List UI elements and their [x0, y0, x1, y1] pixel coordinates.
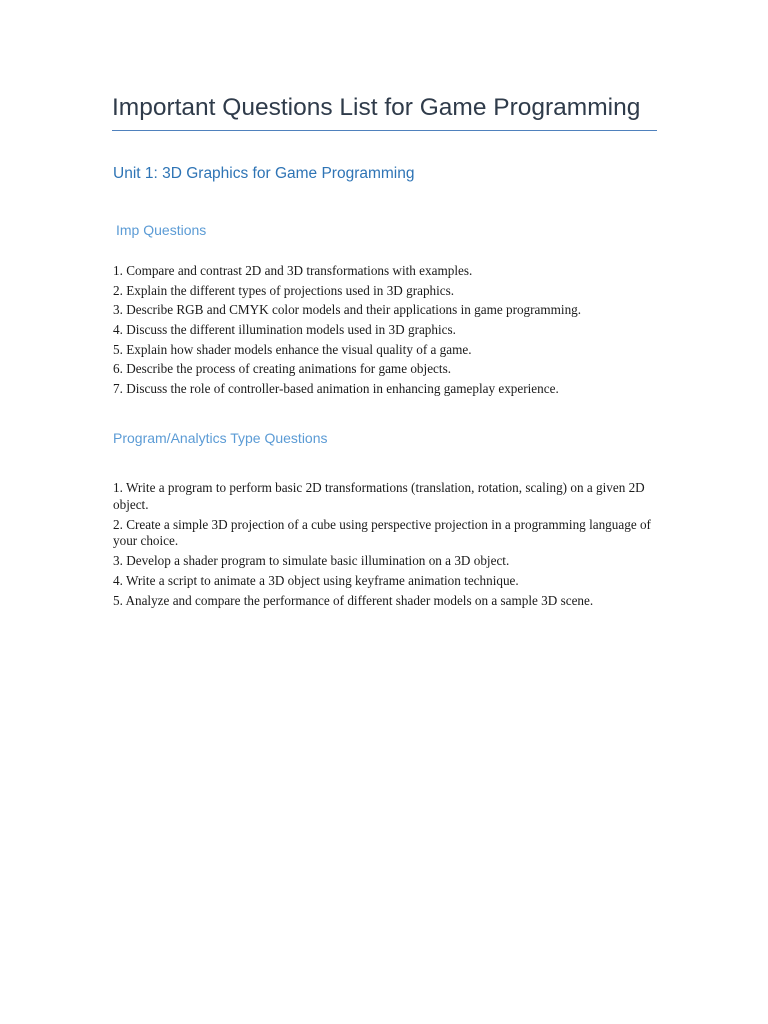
- list-item: 2. Explain the different types of projections used in 3D graphics.: [113, 282, 455, 298]
- list-item: 3. Develop a shader program to simulate basic illumination on a 3D object.: [113, 553, 510, 568]
- list-item: 2. Create a simple 3D projection of a cube using perspective projection in a programming language of your choice.: [113, 516, 651, 548]
- program-questions-list: [113, 480, 658, 613]
- list-item: 3. Describe RGB and CMYK color models and their applications in game programming.: [113, 302, 582, 318]
- imp-questions-heading: Imp Questions: [116, 222, 207, 238]
- list-item: 1. Write a program to perform basic 2D transformations (translation, rotation, scaling) on a given 2D object.: [113, 480, 645, 512]
- unit-heading: Unit 1: 3D Graphics for Game Programming: [113, 165, 415, 182]
- program-questions-heading: Program/Analytics Type Questions: [113, 430, 328, 446]
- list-item: 4. Discuss the different illumination models used in 3D graphics.: [113, 322, 456, 338]
- list-item: 1. Compare and contrast 2D and 3D transformations with examples.: [113, 263, 473, 278]
- title-underline: [112, 130, 657, 131]
- list-item: 5. Explain how shader models enhance the visual quality of a game.: [113, 341, 472, 357]
- document-title: Important Questions List for Game Programming: [112, 94, 641, 121]
- list-item: 5. Analyze and compare the performance of different shader models on a sample 3D scene.: [113, 593, 594, 608]
- list-item: 7. Discuss the role of controller-based animation in enhancing gameplay experience.: [113, 381, 559, 397]
- list-item: 6. Describe the process of creating animations for game objects.: [113, 361, 451, 377]
- list-item: 4. Write a script to animate a 3D object using keyframe animation technique.: [113, 573, 519, 588]
- imp-questions-list: [113, 263, 658, 401]
